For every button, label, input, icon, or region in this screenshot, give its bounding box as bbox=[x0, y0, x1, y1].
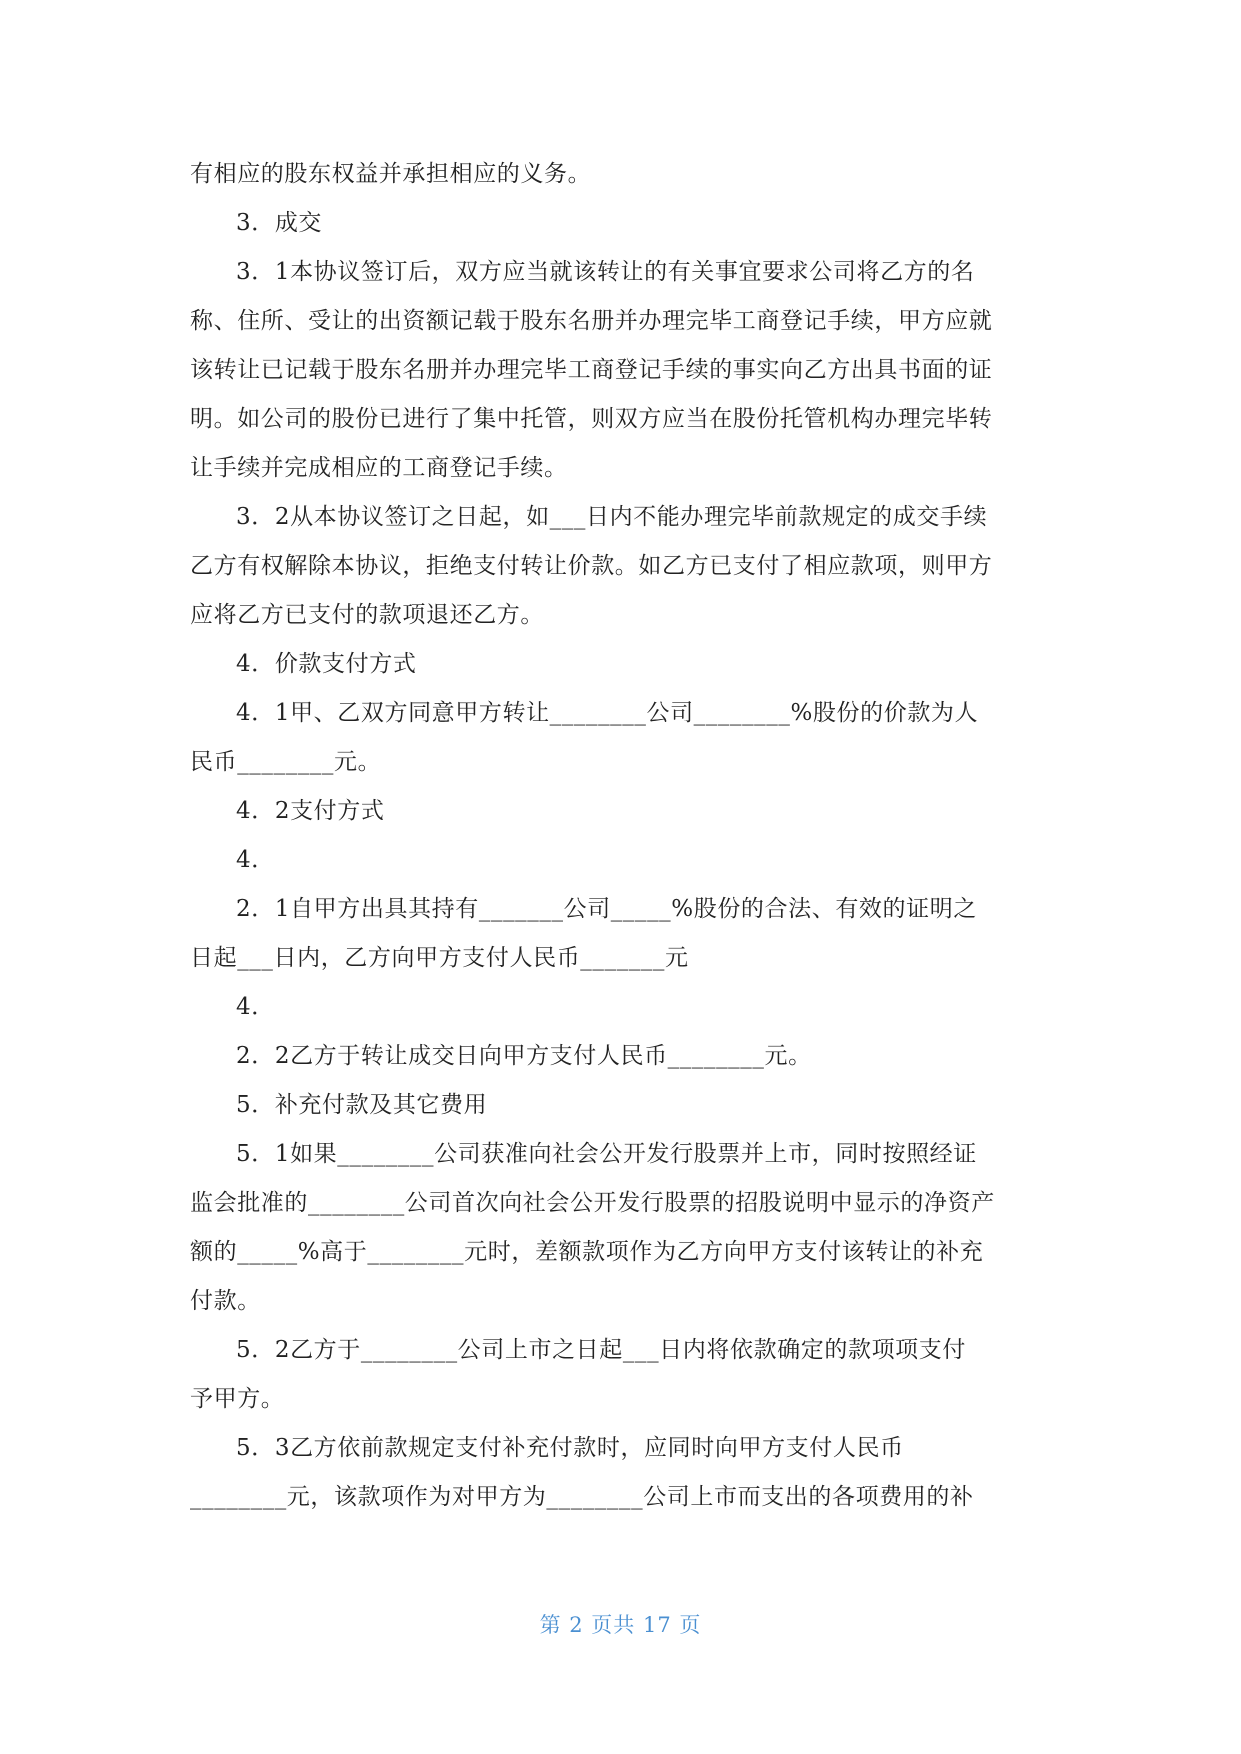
body-line: 4． bbox=[236, 847, 275, 873]
body-line: 应将乙方已支付的款项退还乙方。 bbox=[190, 602, 544, 628]
section-heading: 5．补充付款及其它费用 bbox=[236, 1092, 488, 1118]
body-line: 称、住所、受让的出资额记载于股东名册并办理完毕工商登记手续，甲方应就 bbox=[190, 308, 993, 334]
body-line: 让手续并完成相应的工商登记手续。 bbox=[190, 455, 568, 481]
body-line: 2．2乙方于转让成交日向甲方支付人民币________元。 bbox=[236, 1043, 812, 1069]
body-line: 4． bbox=[236, 994, 275, 1020]
body-line: 有相应的股东权益并承担相应的义务。 bbox=[190, 161, 592, 187]
body-line: 额的_____%高于________元时，差额款项作为乙方向甲方支付该转让的补充 bbox=[190, 1239, 984, 1265]
section-heading: 3．成交 bbox=[236, 210, 323, 236]
body-line: 3．2从本协议签订之日起，如___日内不能办理完毕前款规定的成交手续 bbox=[236, 504, 988, 530]
body-line: 监会批准的________公司首次向社会公开发行股票的招股说明中显示的净资产 bbox=[190, 1190, 995, 1216]
document-body bbox=[190, 150, 1060, 1522]
body-line: 日起___日内，乙方向甲方支付人民币_______元 bbox=[190, 945, 689, 971]
body-line: 3．1本协议签订后，双方应当就该转让的有关事宜要求公司将乙方的名 bbox=[236, 259, 975, 285]
body-line: 4．1甲、乙双方同意甲方转让________公司________%股份的价款为人 bbox=[236, 700, 979, 726]
body-line: 5．2乙方于________公司上市之日起___日内将依款确定的款项项支付 bbox=[236, 1337, 966, 1363]
body-line: 2．1自甲方出具其持有_______公司_____%股份的合法、有效的证明之 bbox=[236, 896, 977, 922]
section-heading: 4．价款支付方式 bbox=[236, 651, 417, 677]
body-line: 明。如公司的股份已进行了集中托管，则双方应当在股份托管机构办理完毕转 bbox=[190, 406, 993, 432]
body-line: 该转让已记载于股东名册并办理完毕工商登记手续的事实向乙方出具书面的证 bbox=[190, 357, 993, 383]
body-line: 乙方有权解除本协议，拒绝支付转让价款。如乙方已支付了相应款项，则甲方 bbox=[190, 553, 993, 579]
body-line: 5．1如果________公司获准向社会公开发行股票并上市，同时按照经证 bbox=[236, 1141, 977, 1167]
page-number-footer: 第 2 页共 17 页 bbox=[539, 1613, 702, 1637]
body-line: 4．2支付方式 bbox=[236, 798, 385, 824]
body-line: ________元，该款项作为对甲方为________公司上市而支出的各项费用的补 bbox=[190, 1484, 974, 1510]
body-line: 付款。 bbox=[190, 1288, 261, 1314]
body-line: 民币________元。 bbox=[190, 749, 382, 775]
body-line: 予甲方。 bbox=[190, 1386, 285, 1412]
body-line: 5．3乙方依前款规定支付补充付款时，应同时向甲方支付人民币 bbox=[236, 1435, 904, 1461]
